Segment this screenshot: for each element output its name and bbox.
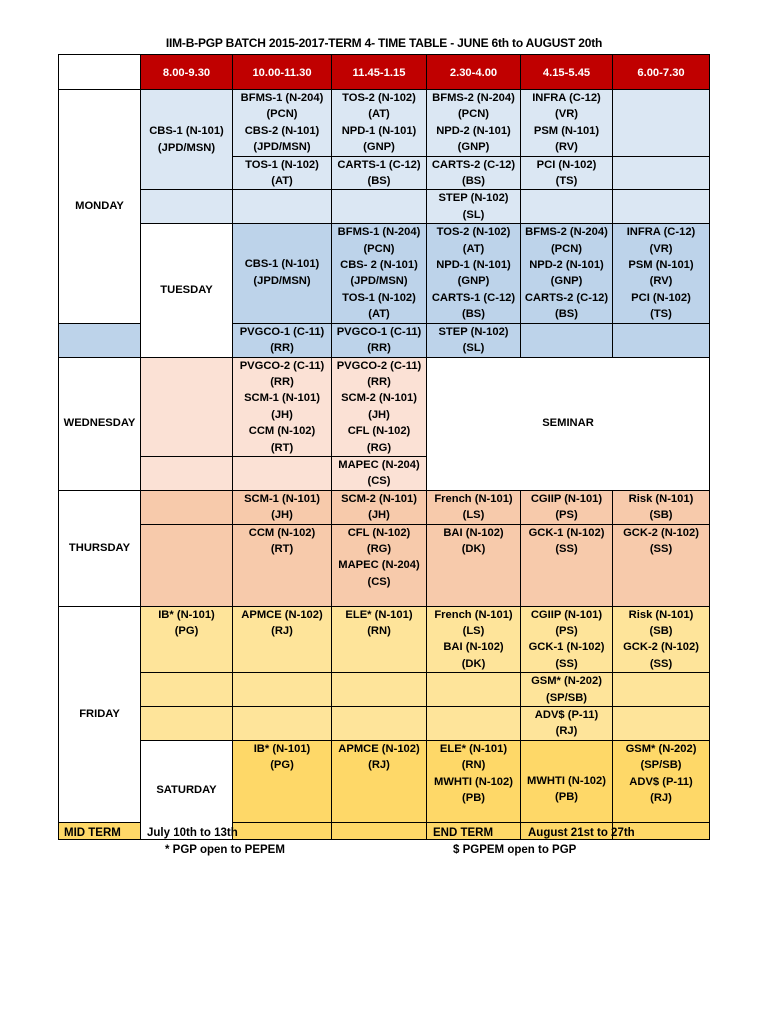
schedule-cell <box>332 673 427 707</box>
course-line: (SS) <box>649 542 673 555</box>
course-line: TOS-2 (N-102) <box>342 92 416 104</box>
course-line: PVGCO-1 (C-11) <box>239 325 325 338</box>
course-line: (TS) <box>555 175 578 188</box>
course-line: CARTS-2 (C-12) <box>524 291 609 304</box>
schedule-cell <box>332 490 427 524</box>
course-line: (RJ) <box>555 725 578 738</box>
monday-row <box>59 90 710 157</box>
course-line: (VR) <box>649 242 673 255</box>
schedule-cell <box>613 524 710 606</box>
schedule-cell <box>427 90 521 157</box>
course-line: PVGCO-2 (C-11) <box>336 359 422 372</box>
course-line: CBS-1 (N-101) <box>149 125 224 138</box>
course-line: (RV) <box>649 275 673 288</box>
course-line: BAI (N-102) <box>443 641 504 654</box>
course-line: GCK-1 (N-102) <box>528 641 605 654</box>
schedule-cell <box>613 90 710 157</box>
slot-header: 4.15-5.45 <box>521 55 613 90</box>
course-line: Risk (N-101) <box>628 492 694 505</box>
schedule-cell <box>233 740 332 822</box>
schedule-cell <box>427 673 521 707</box>
course-line: (SP/SB) <box>545 691 588 704</box>
schedule-cell <box>613 190 710 224</box>
saturday-row <box>59 740 710 822</box>
schedule-cell <box>613 224 710 323</box>
course-line: (SP/SB) <box>640 759 682 772</box>
page-title: IIM-B-PGP BATCH 2015-2017-TERM 4- TIME TABLE - JUNE 6th to AUGUST 20th <box>165 36 603 50</box>
course-line: NPD-2 (N-101) <box>529 259 604 272</box>
course-line: MWHTI (N-102) <box>434 775 513 788</box>
course-line: GCK-2 (N-102) <box>623 641 699 654</box>
course-line: CCM (N-102) <box>248 425 316 438</box>
slot-header: 11.45-1.15 <box>332 55 427 90</box>
course-line: SCM-2 (N-101) <box>341 392 417 405</box>
friday-row <box>59 606 710 673</box>
schedule-cell <box>521 90 613 157</box>
course-line: STEP (N-102) <box>438 325 509 338</box>
course-line: (GNP) <box>363 141 395 154</box>
course-line: (PB) <box>462 792 485 805</box>
corner-cell <box>59 55 141 90</box>
course-line: NPD-1 (N-101) <box>341 124 417 137</box>
wednesday-row <box>59 357 710 456</box>
mid-term-dates: July 10th to 13th <box>147 827 238 839</box>
course-line: PSM (N-101) <box>533 124 600 137</box>
course-line: (SL) <box>462 208 485 221</box>
course-line: CCM (N-102) <box>248 526 316 539</box>
course-line: (RG) <box>366 542 392 555</box>
course-line: SCM-1 (N-101) <box>244 492 320 505</box>
schedule-cell <box>233 224 332 323</box>
course-line: French (N-101) <box>434 492 513 505</box>
course-line: (AT) <box>462 242 485 255</box>
course-line: NPD-1 (N-101) <box>436 259 511 272</box>
course-line: (AT) <box>368 308 390 321</box>
course-line: ADV$ (P-11) <box>629 775 693 788</box>
course-line: (RJ) <box>368 759 390 772</box>
course-line: (PCN) <box>266 108 298 121</box>
course-line: (RR) <box>270 342 294 355</box>
schedule-cell <box>141 524 233 606</box>
schedule-cell <box>521 740 613 822</box>
schedule-cell <box>427 606 521 673</box>
course-line: (PCN) <box>363 242 395 255</box>
schedule-cell <box>427 707 521 741</box>
tuesday-row <box>59 224 710 323</box>
schedule-cell <box>613 707 710 741</box>
course-line: (JH) <box>271 509 293 522</box>
course-line: (JH) <box>271 408 293 421</box>
course-line: CFL (N-102) <box>347 425 411 438</box>
schedule-cell <box>233 90 332 157</box>
course-line: (RT) <box>270 542 294 555</box>
course-line: (DK) <box>461 542 486 555</box>
course-line: (SS) <box>649 657 673 670</box>
schedule-cell <box>233 606 332 673</box>
day-label-tuesday: TUESDAY <box>141 224 233 357</box>
course-line: (PG) <box>174 624 199 637</box>
course-line: (RN) <box>367 624 391 637</box>
course-line: (JPD/MSN) <box>253 274 311 287</box>
day-label-friday: FRIDAY <box>59 606 141 822</box>
course-line: PSM (N-101) <box>628 259 694 272</box>
course-line: (PG) <box>270 759 294 772</box>
course-line: (RR) <box>367 342 391 355</box>
course-line: STEP (N-102) <box>438 192 509 205</box>
course-line: GSM* (N-202) <box>531 675 602 688</box>
slot-header: 6.00-7.30 <box>613 55 710 90</box>
schedule-cell <box>521 490 613 524</box>
course-line: NPD-2 (N-101) <box>436 124 511 137</box>
header-row <box>59 55 710 90</box>
course-line: TOS-1 (N-102) <box>342 291 416 304</box>
course-line: (RJ) <box>650 792 672 805</box>
course-line: (RJ) <box>271 624 293 637</box>
schedule-cell <box>521 323 613 357</box>
course-line: ELE* (N-101) <box>345 608 413 621</box>
schedule-cell <box>141 90 233 190</box>
course-line: (LS) <box>462 624 485 637</box>
course-line: (JH) <box>368 509 390 522</box>
course-line: (GNP) <box>457 275 490 288</box>
schedule-cell <box>233 707 332 741</box>
course-line: ELE* (N-101) <box>439 742 508 755</box>
schedule-cell <box>332 456 427 490</box>
course-line: TOS-2 (N-102) <box>436 226 511 239</box>
course-line: BFMS-1 (N-204) <box>337 226 421 239</box>
course-line: (RV) <box>555 141 578 154</box>
course-line: (CS) <box>367 475 391 488</box>
note-pgpem: $ PGPEM open to PGP <box>453 844 577 856</box>
course-line: CFL (N-102) <box>347 526 411 539</box>
schedule-cell <box>332 707 427 741</box>
course-line: (SB) <box>649 509 673 522</box>
schedule-cell <box>233 190 332 224</box>
course-line: SCM-1 (N-101) <box>244 392 320 405</box>
course-line: (DK) <box>461 657 486 670</box>
course-line: GSM* (N-202) <box>625 742 697 755</box>
schedule-cell <box>141 490 233 524</box>
course-line: (RR) <box>367 375 391 388</box>
course-line: (JH) <box>368 408 390 421</box>
course-line: MAPEC (N-204) <box>338 559 420 572</box>
course-line: French (N-101) <box>434 608 513 621</box>
schedule-cell <box>233 456 332 490</box>
timetable <box>58 54 710 840</box>
course-line: (PCN) <box>550 242 583 255</box>
course-line: GCK-2 (N-102) <box>623 526 699 539</box>
schedule-cell <box>332 323 427 357</box>
course-line: TOS-1 (N-102) <box>245 158 319 171</box>
course-line: CBS-2 (N-101) <box>244 124 320 137</box>
course-line: CARTS-1 (C-12) <box>337 158 421 171</box>
schedule-cell <box>521 190 613 224</box>
course-line: INFRA (C-12) <box>626 226 696 239</box>
course-line: ADV$ (P-11) <box>534 709 599 721</box>
thursday-row <box>59 524 710 606</box>
schedule-cell <box>427 740 521 822</box>
schedule-cell <box>141 190 233 224</box>
course-line: (AT) <box>271 175 293 188</box>
schedule-cell <box>613 323 710 357</box>
schedule-cell <box>521 606 613 673</box>
schedule-cell <box>613 673 710 707</box>
schedule-cell <box>141 456 233 490</box>
schedule-cell-inner <box>233 224 331 289</box>
course-line: (JPD/MSN) <box>350 275 408 288</box>
schedule-cell <box>521 224 613 323</box>
course-line: (BS) <box>367 175 391 188</box>
course-line: CBS-1 (N-101) <box>244 258 320 271</box>
schedule-cell <box>521 156 613 190</box>
schedule-cell <box>332 357 427 456</box>
schedule-cell <box>613 156 710 190</box>
course-line: (RN) <box>461 759 486 772</box>
course-line: PVGCO-1 (C-11) <box>336 325 422 338</box>
course-line: (PB) <box>555 791 578 804</box>
course-line: (PS) <box>555 509 578 522</box>
course-line: CGIIP (N-101) <box>530 608 603 621</box>
course-line: (SS) <box>555 657 578 670</box>
schedule-cell <box>141 707 233 741</box>
schedule-cell <box>141 606 233 673</box>
schedule-cell <box>332 740 427 822</box>
course-line: BAI (N-102) <box>443 526 504 539</box>
course-line: (LS) <box>462 509 485 522</box>
end-term-label: END TERM <box>433 827 494 839</box>
course-line: INFRA (C-12) <box>532 92 601 104</box>
schedule-cell <box>427 224 521 323</box>
schedule-cell <box>233 673 332 707</box>
friday-row <box>59 707 710 741</box>
course-line: Risk (N-101) <box>628 608 694 621</box>
course-line: (JPD/MSN) <box>157 141 216 154</box>
course-line: (BS) <box>462 175 485 188</box>
course-line: (BS) <box>462 308 485 321</box>
course-line: (GNP) <box>550 275 583 288</box>
course-line: APMCE (N-102) <box>338 742 420 755</box>
schedule-cell <box>141 357 233 456</box>
schedule-cell <box>332 524 427 606</box>
schedule-cell <box>427 323 521 357</box>
course-line: IB* (N-101) <box>253 742 311 755</box>
course-line: APMCE (N-102) <box>241 608 323 621</box>
course-line: (SB) <box>649 624 673 637</box>
course-line: (RT) <box>270 441 294 454</box>
schedule-cell <box>141 673 233 707</box>
day-label-thursday: THURSDAY <box>59 490 141 606</box>
day-label-wednesday: WEDNESDAY <box>59 357 141 490</box>
slot-header: 2.30-4.00 <box>427 55 521 90</box>
course-line: MAPEC (N-204) <box>338 458 420 471</box>
course-line: PCI (N-102) <box>631 291 691 304</box>
course-line: (RR) <box>270 375 294 388</box>
course-line: CARTS-1 (C-12) <box>431 291 516 304</box>
schedule-cell <box>233 822 332 839</box>
course-line: GCK-1 (N-102) <box>528 526 605 539</box>
schedule-cell <box>332 822 427 839</box>
course-line: (AT) <box>368 108 390 121</box>
schedule-cell <box>332 156 427 190</box>
schedule-cell <box>59 323 141 357</box>
schedule-cell <box>233 357 332 456</box>
schedule-cell <box>521 673 613 707</box>
course-line: CGIIP (N-101) <box>530 492 603 505</box>
thursday-row <box>59 490 710 524</box>
course-line: (SS) <box>555 542 578 555</box>
course-line: (PCN) <box>457 108 490 121</box>
seminar-block: SEMINAR <box>427 357 710 490</box>
schedule-cell <box>521 524 613 606</box>
schedule-cell-inner <box>521 741 612 806</box>
schedule-cell <box>427 190 521 224</box>
course-line: IB* (N-101) <box>158 608 215 621</box>
schedule-cell <box>613 606 710 673</box>
course-line: (RG) <box>366 441 392 454</box>
schedule-cell <box>427 156 521 190</box>
day-label-monday: MONDAY <box>59 90 141 324</box>
course-line: CARTS-2 (C-12) <box>431 158 516 171</box>
course-line: PCI (N-102) <box>536 158 597 171</box>
course-line: (GNP) <box>457 141 490 154</box>
schedule-cell <box>427 524 521 606</box>
schedule-cell <box>233 490 332 524</box>
slot-header: 8.00-9.30 <box>141 55 233 90</box>
course-line: PVGCO-2 (C-11) <box>239 359 325 372</box>
schedule-cell <box>332 190 427 224</box>
friday-row <box>59 673 710 707</box>
schedule-cell <box>233 156 332 190</box>
course-line: CBS- 2 (N-101) <box>340 259 418 272</box>
schedule-cell <box>521 707 613 741</box>
course-line: (CS) <box>367 575 391 588</box>
schedule-cell <box>332 606 427 673</box>
course-line: BFMS-2 (N-204) <box>432 92 515 104</box>
course-line: (PS) <box>555 624 578 637</box>
schedule-cell <box>332 90 427 157</box>
course-line: (JPD/MSN) <box>253 141 311 154</box>
course-line: (SL) <box>462 342 485 355</box>
course-line: MWHTI (N-102) <box>527 774 606 787</box>
schedule-cell <box>613 740 710 822</box>
course-line: BFMS-1 (N-204) <box>240 92 324 104</box>
end-term-dates: August 21st to 27th <box>528 827 635 839</box>
course-line: (TS) <box>650 308 672 321</box>
schedule-cell <box>233 323 332 357</box>
course-line: BFMS-2 (N-204) <box>525 226 608 239</box>
schedule-cell <box>332 224 427 323</box>
mid-term-label: MID TERM <box>64 827 121 839</box>
schedule-cell <box>427 490 521 524</box>
monday-row <box>59 190 710 224</box>
course-line: (BS) <box>555 308 578 321</box>
schedule-cell <box>613 490 710 524</box>
note-pgp: * PGP open to PEPEM <box>165 844 285 856</box>
slot-header: 10.00-11.30 <box>233 55 332 90</box>
course-line: SCM-2 (N-101) <box>341 492 417 505</box>
schedule-cell <box>233 524 332 606</box>
day-label-saturday: SATURDAY <box>141 740 233 839</box>
course-line: (VR) <box>555 108 578 121</box>
